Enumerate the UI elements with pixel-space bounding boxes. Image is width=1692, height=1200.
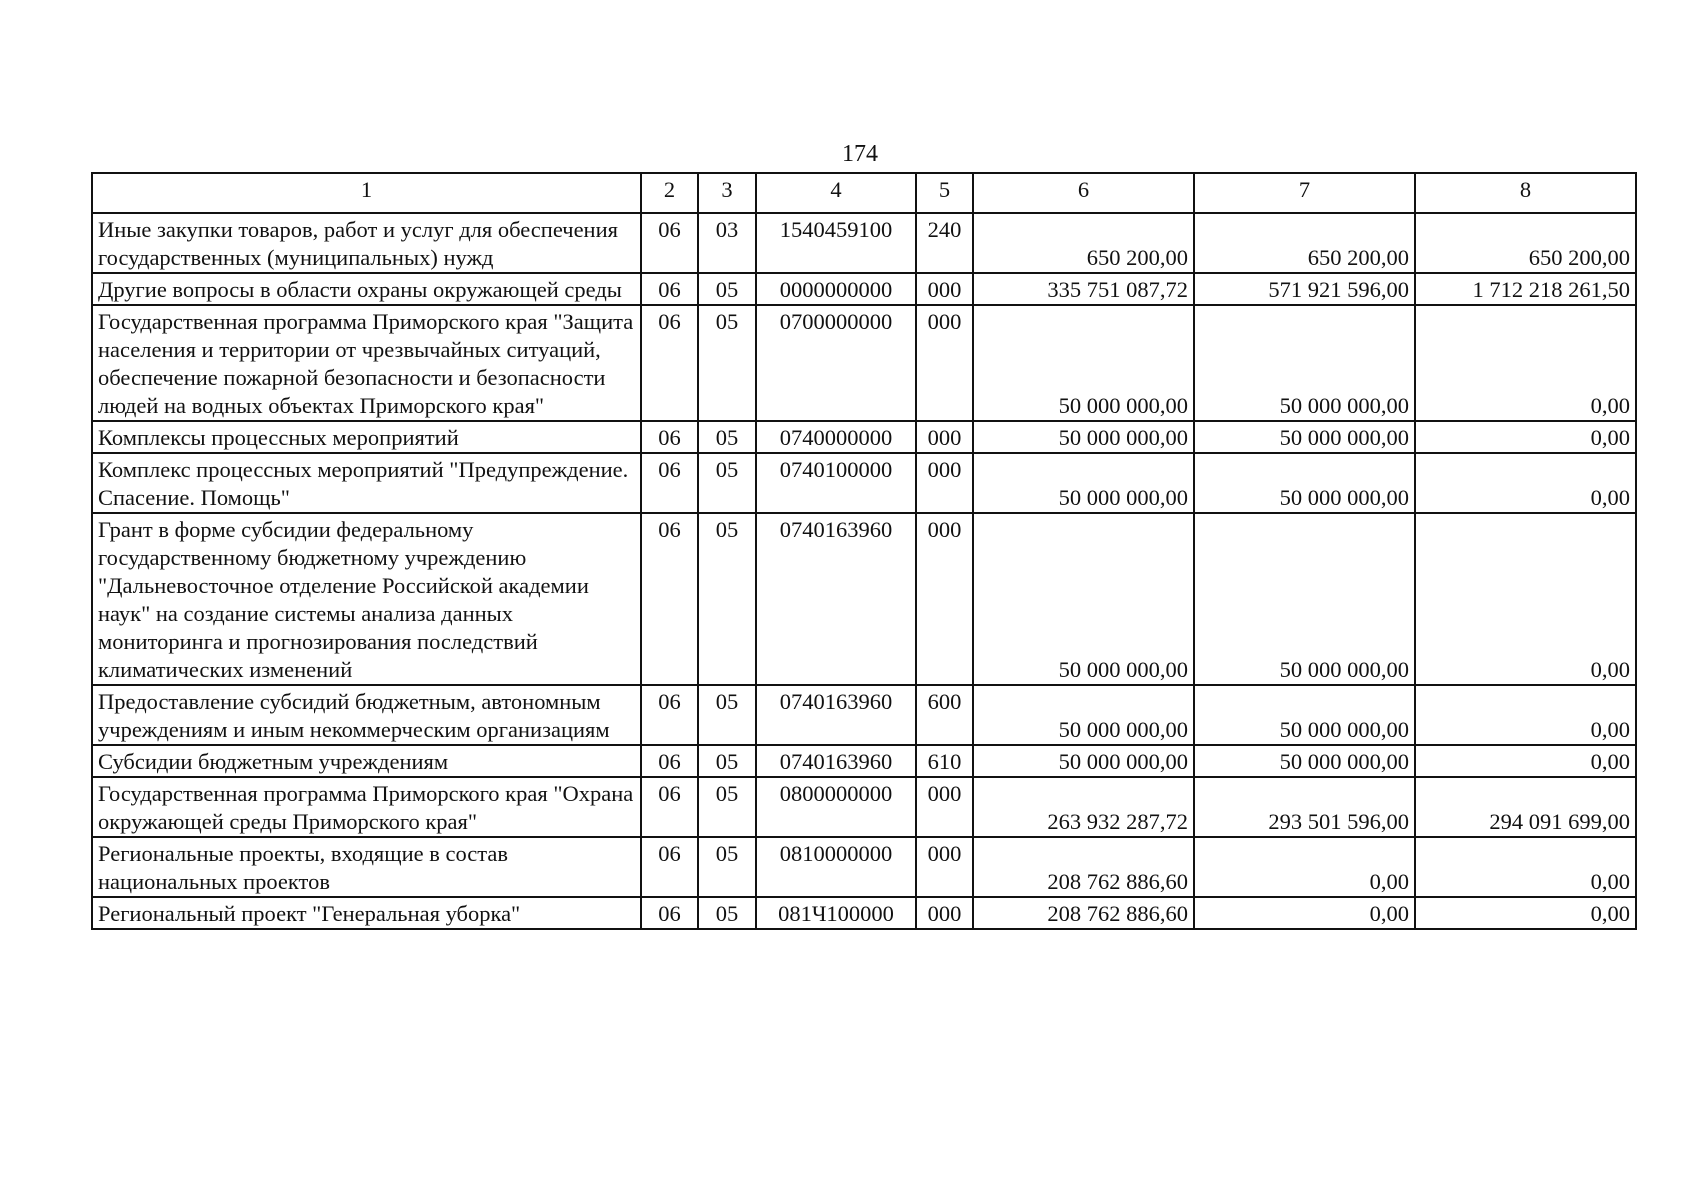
cell-amount-8: 650 200,00 <box>1415 213 1636 273</box>
cell-expense-type: 000 <box>916 305 973 421</box>
cell-target-code: 0740163960 <box>756 513 916 685</box>
cell-amount-7: 50 000 000,00 <box>1194 305 1415 421</box>
cell-section: 06 <box>641 745 698 777</box>
page-number: 174 <box>842 141 878 167</box>
row-name: Государственная программа Приморского края "Защита населения и территории от чрезвычайных ситуаций, обеспечение пожарной безопасности и безопасности людей на водных объектах Приморского края" <box>92 305 641 421</box>
cell-amount-7: 50 000 000,00 <box>1194 421 1415 453</box>
cell-target-code: 081Ч100000 <box>756 897 916 929</box>
cell-amount-6: 335 751 087,72 <box>973 273 1194 305</box>
row-name: Субсидии бюджетным учреждениям <box>92 745 641 777</box>
cell-target-code: 0700000000 <box>756 305 916 421</box>
table-row <box>92 453 1636 513</box>
cell-amount-6: 50 000 000,00 <box>973 513 1194 685</box>
cell-amount-6: 50 000 000,00 <box>973 421 1194 453</box>
cell-subsection: 05 <box>698 421 756 453</box>
cell-amount-7: 650 200,00 <box>1194 213 1415 273</box>
cell-expense-type: 610 <box>916 745 973 777</box>
cell-expense-type: 000 <box>916 897 973 929</box>
table-row <box>92 305 1636 421</box>
table-row <box>92 837 1636 897</box>
cell-section: 06 <box>641 685 698 745</box>
cell-expense-type: 000 <box>916 453 973 513</box>
row-name: Региональный проект "Генеральная уборка" <box>92 897 641 929</box>
header-row <box>92 173 1636 213</box>
header-cell: 7 <box>1194 173 1415 213</box>
cell-target-code: 1540459100 <box>756 213 916 273</box>
row-name: Грант в форме субсидии федеральному государственному бюджетному учреждению "Дальневосточное отделение Российской академии наук" на создание системы анализа данных мониторинга и прогнозирования последствий климатических изменений <box>92 513 641 685</box>
cell-target-code: 0740100000 <box>756 453 916 513</box>
cell-section: 06 <box>641 421 698 453</box>
cell-amount-6: 208 762 886,60 <box>973 837 1194 897</box>
cell-target-code: 0740163960 <box>756 745 916 777</box>
row-name: Другие вопросы в области охраны окружающей среды <box>92 273 641 305</box>
table-row <box>92 213 1636 273</box>
cell-amount-8: 0,00 <box>1415 453 1636 513</box>
cell-amount-6: 650 200,00 <box>973 213 1194 273</box>
table-row <box>92 685 1636 745</box>
row-name: Предоставление субсидий бюджетным, автономным учреждениям и иным некоммерческим организациям <box>92 685 641 745</box>
cell-amount-6: 50 000 000,00 <box>973 453 1194 513</box>
cell-subsection: 05 <box>698 685 756 745</box>
cell-amount-6: 50 000 000,00 <box>973 305 1194 421</box>
cell-section: 06 <box>641 837 698 897</box>
cell-expense-type: 240 <box>916 213 973 273</box>
cell-amount-7: 0,00 <box>1194 837 1415 897</box>
cell-target-code: 0740163960 <box>756 685 916 745</box>
cell-subsection: 05 <box>698 273 756 305</box>
cell-amount-7: 0,00 <box>1194 897 1415 929</box>
cell-amount-7: 50 000 000,00 <box>1194 453 1415 513</box>
header-cell: 6 <box>973 173 1194 213</box>
header-cell: 2 <box>641 173 698 213</box>
cell-subsection: 05 <box>698 897 756 929</box>
cell-expense-type: 000 <box>916 421 973 453</box>
header-cell: 4 <box>756 173 916 213</box>
cell-subsection: 05 <box>698 837 756 897</box>
cell-amount-8: 1 712 218 261,50 <box>1415 273 1636 305</box>
table-row <box>92 273 1636 305</box>
cell-subsection: 05 <box>698 513 756 685</box>
cell-amount-7: 50 000 000,00 <box>1194 513 1415 685</box>
cell-section: 06 <box>641 213 698 273</box>
cell-target-code: 0800000000 <box>756 777 916 837</box>
row-name: Иные закупки товаров, работ и услуг для обеспечения государственных (муниципальных) нужд <box>92 213 641 273</box>
cell-expense-type: 000 <box>916 273 973 305</box>
cell-expense-type: 000 <box>916 777 973 837</box>
header-cell: 5 <box>916 173 973 213</box>
table-row <box>92 421 1636 453</box>
cell-section: 06 <box>641 897 698 929</box>
header-cell: 8 <box>1415 173 1636 213</box>
table-row <box>92 897 1636 929</box>
cell-expense-type: 000 <box>916 837 973 897</box>
cell-target-code: 0740000000 <box>756 421 916 453</box>
cell-expense-type: 600 <box>916 685 973 745</box>
cell-subsection: 05 <box>698 777 756 837</box>
cell-amount-7: 50 000 000,00 <box>1194 685 1415 745</box>
cell-amount-6: 50 000 000,00 <box>973 745 1194 777</box>
table-row <box>92 513 1636 685</box>
row-name: Региональные проекты, входящие в состав национальных проектов <box>92 837 641 897</box>
cell-amount-8: 0,00 <box>1415 685 1636 745</box>
cell-amount-8: 0,00 <box>1415 513 1636 685</box>
cell-subsection: 05 <box>698 453 756 513</box>
cell-amount-6: 263 932 287,72 <box>973 777 1194 837</box>
budget-table <box>91 172 1637 930</box>
cell-amount-8: 0,00 <box>1415 837 1636 897</box>
row-name: Государственная программа Приморского края "Охрана окружающей среды Приморского края" <box>92 777 641 837</box>
cell-amount-6: 50 000 000,00 <box>973 685 1194 745</box>
cell-subsection: 05 <box>698 745 756 777</box>
row-name: Комплекс процессных мероприятий "Предупреждение. Спасение. Помощь" <box>92 453 641 513</box>
cell-amount-8: 0,00 <box>1415 421 1636 453</box>
row-name: Комплексы процессных мероприятий <box>92 421 641 453</box>
cell-expense-type: 000 <box>916 513 973 685</box>
cell-section: 06 <box>641 305 698 421</box>
cell-section: 06 <box>641 273 698 305</box>
table-row <box>92 777 1636 837</box>
cell-subsection: 03 <box>698 213 756 273</box>
header-cell: 3 <box>698 173 756 213</box>
cell-amount-8: 0,00 <box>1415 305 1636 421</box>
cell-subsection: 05 <box>698 305 756 421</box>
cell-amount-7: 571 921 596,00 <box>1194 273 1415 305</box>
header-cell: 1 <box>92 173 641 213</box>
cell-amount-6: 208 762 886,60 <box>973 897 1194 929</box>
cell-section: 06 <box>641 513 698 685</box>
table-row <box>92 745 1636 777</box>
cell-amount-8: 0,00 <box>1415 745 1636 777</box>
cell-amount-8: 0,00 <box>1415 897 1636 929</box>
cell-amount-7: 293 501 596,00 <box>1194 777 1415 837</box>
cell-target-code: 0810000000 <box>756 837 916 897</box>
cell-section: 06 <box>641 453 698 513</box>
cell-amount-7: 50 000 000,00 <box>1194 745 1415 777</box>
cell-section: 06 <box>641 777 698 837</box>
cell-amount-8: 294 091 699,00 <box>1415 777 1636 837</box>
cell-target-code: 0000000000 <box>756 273 916 305</box>
